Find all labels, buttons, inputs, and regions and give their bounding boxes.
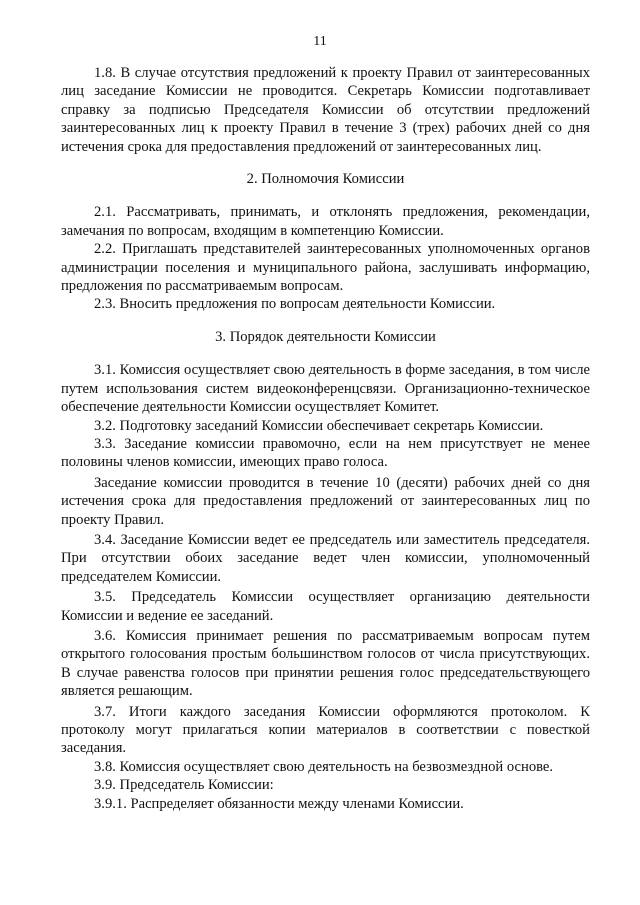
page-number: 11 <box>313 34 327 49</box>
paragraph-2-2: 2.2. Приглашать представителей заинтересованных уполномоченных органов администрации поселения и муниципального района, заслушивать информацию, предложения по рассматриваемым вопросам. <box>61 241 590 295</box>
document-body <box>61 64 590 813</box>
paragraph-3-3: 3.3. Заседание комиссии правомочно, если на нем присутствует не менее половины членов комиссии, имеющих право голоса. <box>61 435 590 471</box>
section-3-heading: 3. Порядок деятельности Комиссии <box>215 328 436 345</box>
paragraph-3-8: 3.8. Комиссия осуществляет свою деятельность на безвозмездной основе. <box>94 758 554 775</box>
paragraph-3-9: 3.9. Председатель Комиссии: <box>94 777 274 794</box>
paragraph-3-6: 3.6. Комиссия принимает решения по рассматриваемым вопросам путем открытого голосования простым большинством голосов от числа присутствующих. В случае равенства голосов при принятии решения голос председательствующего является решающим. <box>61 627 590 700</box>
paragraph-3-5: 3.5. Председатель Комиссии осуществляет организацию деятельности Комиссии и ведение ее заседаний. <box>61 589 590 624</box>
paragraph-3-7: 3.7. Итоги каждого заседания Комиссии оформляются протоколом. К протоколу могут прилагаться копии материалов в соответствии с повесткой заседания. <box>61 703 590 757</box>
paragraph-3-1: 3.1. Комиссия осуществляет свою деятельность в форме заседания, в том числе путем использования систем видеоконференцсвязи. Организационно-техническое обеспечение деятельности Комиссии осуществляет Комитет. <box>61 362 590 416</box>
paragraph-3-9-1: 3.9.1. Распределяет обязанности между членами Комиссии. <box>94 795 464 812</box>
section-2-heading: 2. Полномочия Комиссии <box>246 171 405 188</box>
paragraph-2-1: 2.1. Рассматривать, принимать, и отклонять предложения, рекомендации, замечания по вопросам, входящим в компетенцию Комиссии. <box>61 204 590 239</box>
paragraph-3-4: 3.4. Заседание Комиссии ведет ее председатель или заместитель председателя. При отсутствии обоих заседание ведет член комиссии, уполномоченный председателем Комиссии. <box>61 531 590 585</box>
paragraph-1-8: 1.8. В случае отсутствия предложений к проекту Правил от заинтересованных лиц заседание Комиссии не проводится. Секретарь Комиссии подготавливает справку за подписью Председателя Комиссии об отсутствии предложений заинтересованных лиц к проекту Правил в течение 3 (трех) рабочих дней со дня истечения срока для предоставления предложений от заинтересованных лиц. <box>61 65 590 155</box>
paragraph-3-3-continued: Заседание комиссии проводится в течение 10 (десяти) рабочих дней со дня истечения срока для предоставления предложений от заинтересованных лиц по проекту Правил. <box>61 474 590 528</box>
paragraph-2-3: 2.3. Вносить предложения по вопросам деятельности Комиссии. <box>94 296 496 313</box>
paragraph-3-2: 3.2. Подготовку заседаний Комиссии обеспечивает секретарь Комиссии. <box>94 417 544 434</box>
